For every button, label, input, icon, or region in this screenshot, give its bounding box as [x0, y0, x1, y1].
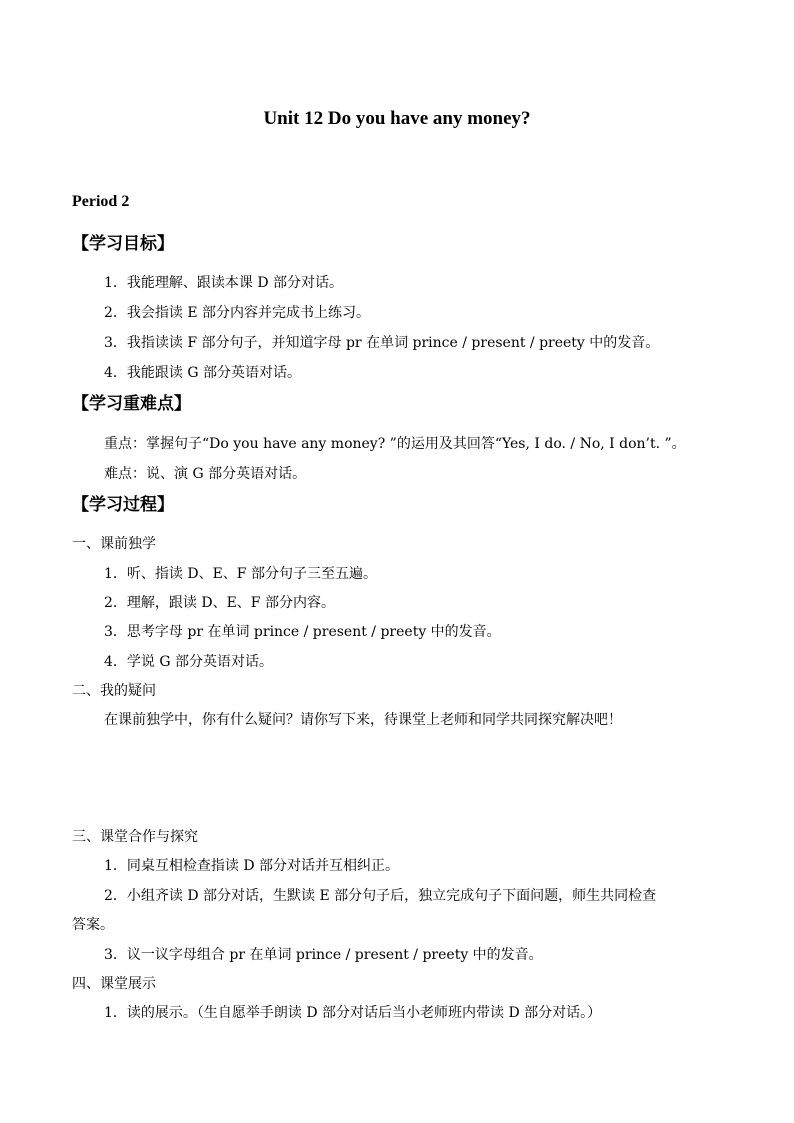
section-title: 三、课堂合作与探究 — [72, 829, 198, 845]
page-title: Unit 12 Do you have any money? — [263, 108, 531, 129]
list-item: 3．议一议字母组合 pr 在单词 prince / present / preety 中的发音。 — [104, 947, 543, 963]
process-heading: 【学习过程】 — [72, 495, 174, 515]
list-item: 1．读的展示。（生自愿举手朗读 D 部分对话后当小老师班内带读 D 部分对话。） — [104, 1005, 602, 1021]
objective-item: 4．我能跟读 G 部分英语对话。 — [104, 365, 301, 381]
section-title: 四、课堂展示 — [72, 976, 156, 992]
section-title: 二、我的疑问 — [72, 683, 156, 699]
objective-item: 1．我能理解、跟读本课 D 部分对话。 — [104, 275, 344, 291]
section-title: 一、课前独学 — [72, 536, 156, 552]
list-item: 3．思考字母 pr 在单词 prince / present / preety 中的发音。 — [104, 624, 501, 640]
objectives-heading: 【学习目标】 — [72, 234, 174, 254]
list-item: 1．同桌互相检查指读 D 部分对话并互相纠正。 — [104, 858, 400, 874]
keypoint-difficulty: 难点：说、演 G 部分英语对话。 — [104, 466, 307, 482]
objective-item: 3．我指读读 F 部分句子，并知道字母 pr 在单词 prince / present / preety 中的发音。 — [104, 335, 660, 351]
objective-item: 2．我会指读 E 部分内容并完成书上练习。 — [104, 305, 371, 321]
list-item-continuation: 答案。 — [72, 917, 114, 933]
list-item: 1．听、指读 D、E、F 部分句子三至五遍。 — [104, 566, 377, 582]
list-item: 2．理解，跟读 D、E、F 部分内容。 — [104, 595, 335, 611]
keypoint-focus: 重点：掌握句子“Do you have any money? ”的运用及其回答“Yes, I do. / No, I don’t. ”。 — [104, 436, 686, 452]
keypoints-heading: 【学习重难点】 — [72, 394, 191, 414]
list-item: 4．学说 G 部分英语对话。 — [104, 654, 273, 670]
list-item: 2．小组齐读 D 部分对话，生默读 E 部分句子后，独立完成句子下面问题，师生共同检查 — [104, 888, 657, 904]
period-label: Period 2 — [72, 193, 130, 210]
question-prompt: 在课前独学中，你有什么疑问？请你写下来，待课堂上老师和同学共同探究解决吧！ — [104, 712, 622, 728]
